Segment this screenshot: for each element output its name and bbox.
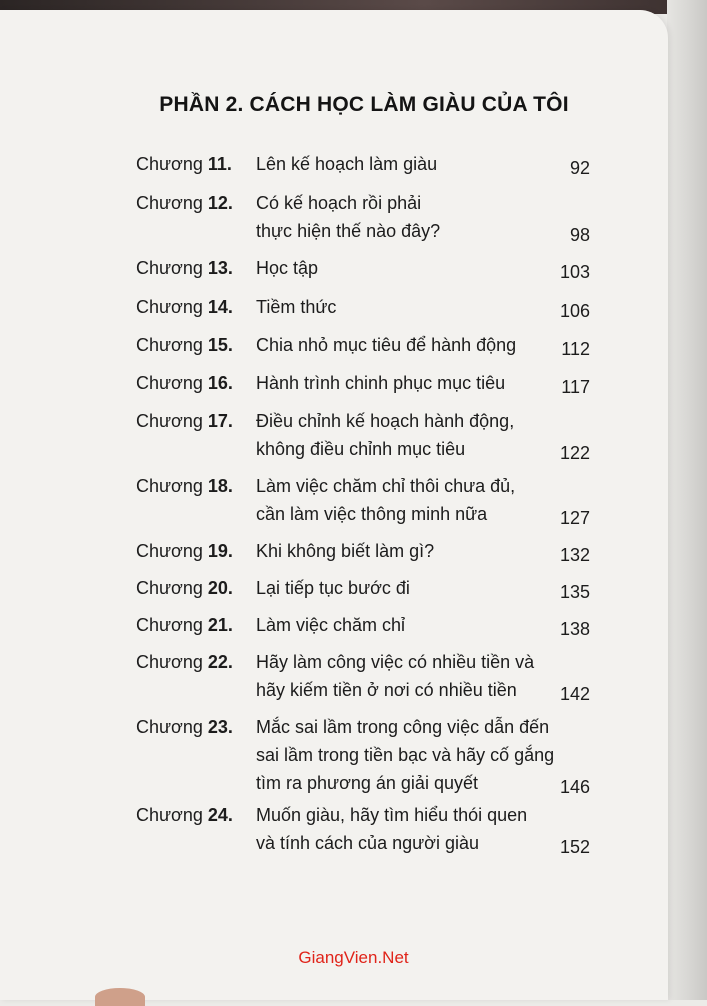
- next-page-edge: [667, 0, 707, 1000]
- chapter-number: 15.: [207, 335, 233, 355]
- chapter-word: Chương: [136, 411, 203, 431]
- chapter-label: [136, 331, 233, 359]
- chapter-page-number: 146: [559, 777, 590, 797]
- chapter-title-line: Tiềm thức: [256, 297, 337, 317]
- chapter-number: 19.: [207, 541, 233, 561]
- chapter-label: [136, 648, 233, 676]
- chapter-word: Chương: [136, 652, 203, 672]
- chapter-page-number: 122: [559, 443, 590, 463]
- section-title: PHẦN 2. CÁCH HỌC LÀM GIÀU CỦA TÔI: [159, 93, 569, 116]
- book-page: [0, 10, 668, 1000]
- chapter-label: [136, 472, 233, 500]
- chapter-word: Chương: [136, 373, 203, 393]
- chapter-page-number: 92: [569, 158, 590, 178]
- chapter-word: Chương: [136, 578, 203, 598]
- chapter-label: [136, 369, 233, 397]
- chapter-number: 14.: [207, 297, 233, 317]
- chapter-title: [256, 407, 514, 463]
- chapter-title-line: Làm việc chăm chỉ: [256, 615, 406, 635]
- chapter-page-number: 138: [559, 619, 590, 639]
- chapter-word: Chương: [136, 335, 203, 355]
- chapter-label: [136, 293, 233, 321]
- chapter-page-number: 127: [559, 508, 590, 528]
- chapter-label: [136, 254, 233, 282]
- chapter-label: [136, 801, 233, 829]
- chapter-number: 21.: [207, 615, 233, 635]
- chapter-title-line: cần làm việc thông minh nữa: [256, 504, 488, 524]
- chapter-title-line: Làm việc chăm chỉ thôi chưa đủ,: [256, 476, 516, 496]
- chapter-label: [136, 150, 232, 178]
- chapter-number: 12.: [207, 193, 233, 213]
- chapter-page-number: 117: [561, 377, 590, 397]
- chapter-page-number: 152: [559, 837, 590, 857]
- chapter-page-number: 142: [559, 684, 590, 704]
- chapter-title: [256, 574, 410, 602]
- chapter-title-line: Hãy làm công việc có nhiều tiền và: [256, 652, 535, 672]
- chapter-title-line: Lên kế hoạch làm giàu: [256, 154, 438, 174]
- chapter-word: Chương: [136, 193, 203, 213]
- chapter-title: [256, 150, 437, 178]
- chapter-number: 20.: [207, 578, 233, 598]
- thumb: [95, 988, 145, 1006]
- chapter-label: [136, 189, 233, 217]
- chapter-title: [256, 648, 534, 704]
- chapter-number: 18.: [207, 476, 233, 496]
- chapter-number: 22.: [207, 652, 233, 672]
- watermark: GiangVien.Net: [298, 948, 409, 967]
- chapter-title: [256, 713, 554, 797]
- chapter-page-number: 112: [561, 339, 590, 359]
- chapter-word: Chương: [136, 154, 203, 174]
- chapter-number: 23.: [207, 717, 233, 737]
- chapter-title: [256, 254, 318, 282]
- chapter-title: [256, 801, 527, 857]
- chapter-title-line: Hành trình chinh phục mục tiêu: [256, 373, 506, 393]
- chapter-number: 16.: [207, 373, 233, 393]
- chapter-number: 13.: [207, 258, 233, 278]
- chapter-title-line: Học tập: [256, 258, 319, 278]
- chapter-number: 24.: [207, 805, 233, 825]
- chapter-word: Chương: [136, 615, 203, 635]
- chapter-number: 17.: [207, 411, 233, 431]
- chapter-title-line: Muốn giàu, hãy tìm hiểu thói quen: [256, 805, 528, 825]
- chapter-title-line: Mắc sai lầm trong công việc dẫn đến: [256, 717, 550, 737]
- chapter-title: [256, 472, 515, 528]
- chapter-title-line: không điều chỉnh mục tiêu: [256, 439, 466, 459]
- chapter-word: Chương: [136, 258, 203, 278]
- chapter-page-number: 132: [559, 545, 590, 565]
- chapter-title: [256, 369, 505, 397]
- chapter-title: [256, 189, 440, 245]
- chapter-word: Chương: [136, 805, 203, 825]
- chapter-title-line: Điều chỉnh kế hoạch hành động,: [256, 411, 515, 431]
- chapter-label: [136, 407, 233, 435]
- chapter-page-number: 98: [569, 225, 590, 245]
- chapter-title: [256, 293, 336, 321]
- chapter-title-line: sai lầm trong tiền bạc và hãy cố gắng: [256, 745, 555, 765]
- chapter-title-line: Khi không biết làm gì?: [256, 541, 435, 561]
- chapter-label: [136, 713, 233, 741]
- chapter-title: [256, 537, 434, 565]
- chapter-title-line: và tính cách của người giàu: [256, 833, 479, 853]
- chapter-title-line: Có kế hoạch rồi phải: [256, 193, 422, 213]
- chapter-word: Chương: [136, 476, 203, 496]
- chapter-title-line: Lại tiếp tục bước đi: [256, 578, 410, 598]
- chapter-word: Chương: [136, 541, 203, 561]
- chapter-label: [136, 537, 233, 565]
- chapter-label: [136, 611, 233, 639]
- chapter-number: 11.: [207, 154, 232, 174]
- chapter-title-line: Chia nhỏ mục tiêu để hành động: [256, 335, 517, 355]
- chapter-page-number: 103: [559, 262, 590, 282]
- chapter-title-line: thực hiện thế nào đây?: [256, 221, 441, 241]
- chapter-title: [256, 611, 405, 639]
- chapter-title-line: tìm ra phương án giải quyết: [256, 773, 478, 793]
- chapter-label: [136, 574, 233, 602]
- chapter-title-line: hãy kiếm tiền ở nơi có nhiều tiền: [256, 680, 517, 700]
- chapter-word: Chương: [136, 717, 203, 737]
- chapter-word: Chương: [136, 297, 203, 317]
- chapter-title: [256, 331, 516, 359]
- chapter-page-number: 135: [559, 582, 590, 602]
- chapter-page-number: 106: [559, 301, 590, 321]
